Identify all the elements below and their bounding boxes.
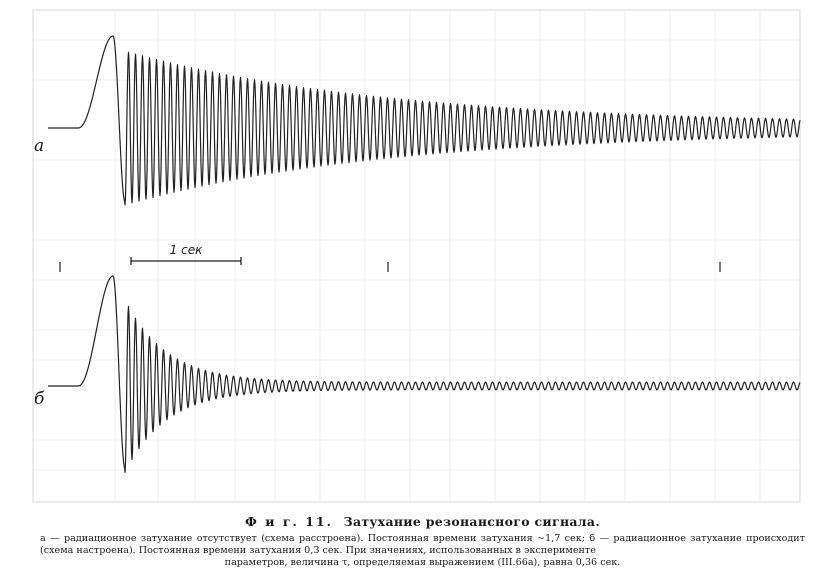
figure-title: Затухание резонансного сигнала. (343, 514, 600, 529)
scale-bar-label: 1 сек (169, 243, 203, 257)
caption-line-1: а — радиационное затухание отсутствует (схема расстроена). Постоянная времени затухания ∼1,7 сек; б — радиационное (40, 533, 686, 544)
caption-body (40, 533, 805, 569)
panel-label-a: а (34, 136, 45, 156)
figure-caption (40, 514, 805, 569)
caption-title-line (40, 514, 805, 529)
caption-line-2: затухание происходит (схема настроена). Постоянная времени затухания 0,3 сек. При значениях, использованных в эксперименте (40, 533, 805, 556)
panel-label-b: б (34, 389, 45, 409)
figure-label: Ф и г. 11. (245, 514, 333, 529)
caption-line-3: параметров, величина τ, определяемая выражением (III.66а), равна 0,36 сек. (224, 557, 621, 568)
